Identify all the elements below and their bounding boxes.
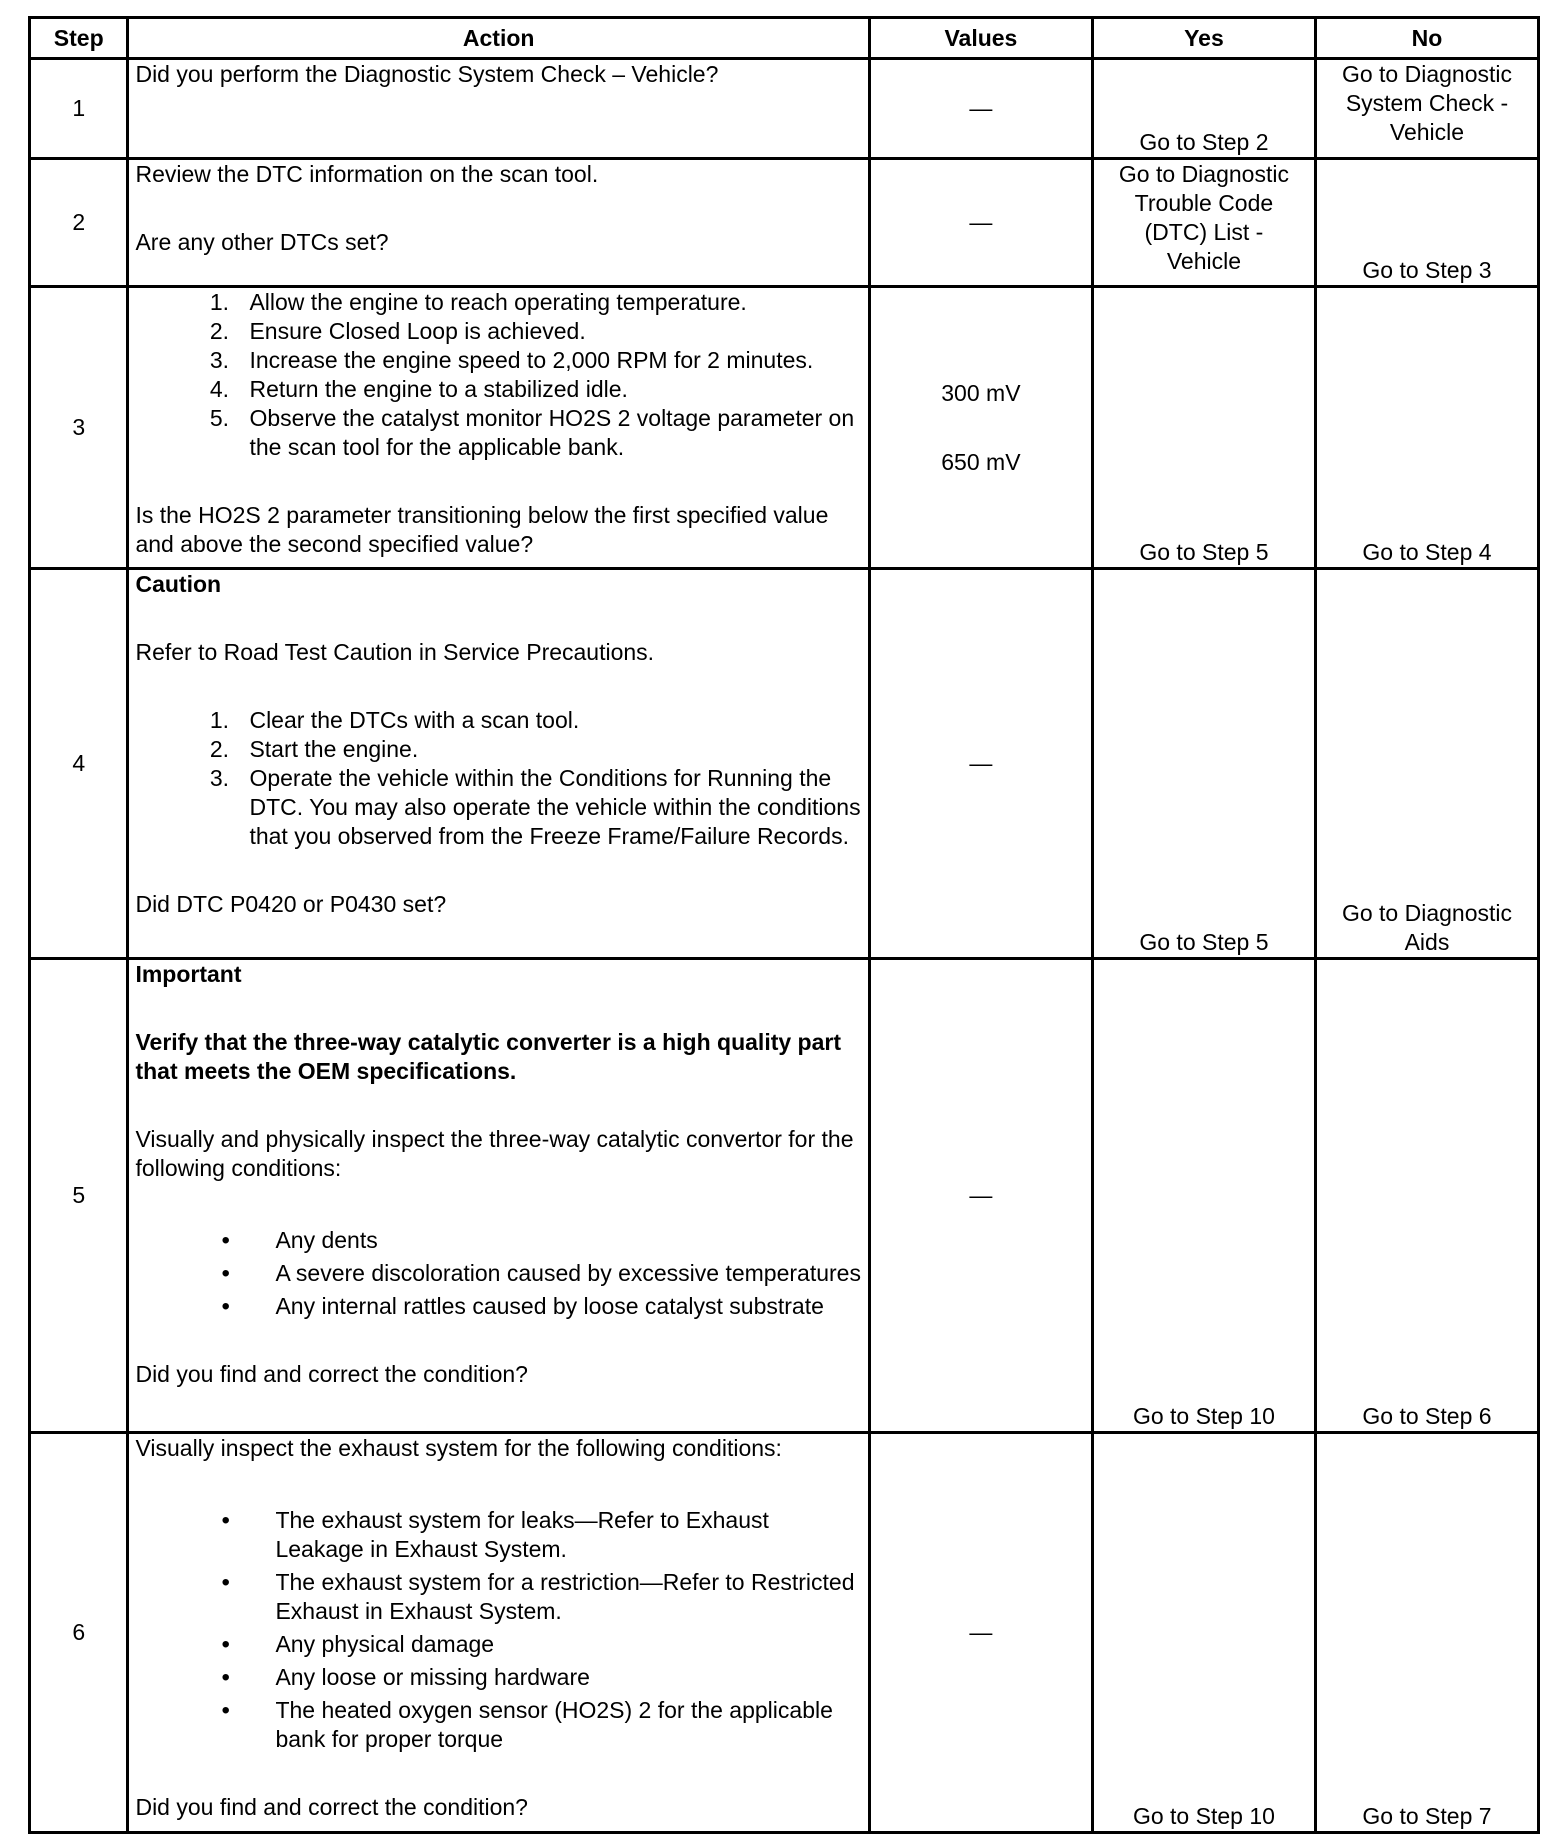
values-cell: — (869, 569, 1092, 959)
action-question: Did you perform the Diagnostic System Check – Vehicle? (135, 61, 719, 87)
list-item: • A severe discoloration caused by excessive temperatures (235, 1259, 861, 1288)
yes-cell: Go to Step 5 (1092, 569, 1315, 959)
action-cell (128, 287, 869, 569)
caution-heading: Caution (135, 571, 222, 597)
action-cell (128, 569, 869, 959)
value-first: 300 mV (941, 379, 1021, 406)
step-number: 3 (30, 287, 128, 569)
step-number: 6 (30, 1433, 128, 1833)
list-item: • Any physical damage (235, 1630, 861, 1659)
spacer (135, 1754, 861, 1793)
action-question: Is the HO2S 2 parameter transitioning below the first specified value and above the second specified value? (135, 502, 829, 557)
condition-list (135, 1506, 861, 1754)
value-second: 650 mV (941, 448, 1021, 475)
spacer (135, 1321, 861, 1360)
list-item: • The exhaust system for a restriction—Refer to Restricted Exhaust in Exhaust System. (235, 1568, 861, 1626)
diagnostic-table (28, 16, 1540, 1834)
list-item: 5. Observe the catalyst monitor HO2S 2 voltage parameter on the scan tool for the applicable bank. (235, 404, 861, 462)
action-cell (128, 159, 869, 287)
important-note: Verify that the three-way catalytic converter is a high quality part that meets the OEM specifications. (135, 1029, 842, 1084)
yes-cell: Go to Step 10 (1092, 959, 1315, 1433)
list-item: 3. Increase the engine speed to 2,000 RPM for 2 minutes. (235, 346, 861, 375)
action-cell (128, 1433, 869, 1833)
caution-note: Refer to Road Test Caution in Service Precautions. (135, 639, 655, 665)
step-list (135, 288, 861, 462)
values-cell: — (869, 159, 1092, 287)
action-intro: Visually inspect the exhaust system for the following conditions: (135, 1435, 782, 1461)
spacer (135, 189, 861, 228)
table-row (30, 569, 1539, 959)
header-row (30, 18, 1539, 59)
no-line: Aids (1404, 929, 1450, 955)
no-cell: Go to Step 6 (1315, 959, 1538, 1433)
yes-line: Trouble Code (1134, 190, 1274, 216)
list-item: 4. Return the engine to a stabilized idle. (235, 375, 861, 404)
step-list (135, 706, 861, 851)
list-item: 1. Allow the engine to reach operating temperature. (235, 288, 861, 317)
no-cell: Go to Step 3 (1315, 159, 1538, 287)
action-cell (128, 959, 869, 1433)
step-number: 1 (30, 59, 128, 159)
table-row (30, 959, 1539, 1433)
header-no: No (1315, 18, 1538, 59)
no-cell (1315, 569, 1538, 959)
yes-line: (DTC) List - (1144, 219, 1264, 245)
step-number: 2 (30, 159, 128, 287)
no-line: Go to Diagnostic (1341, 900, 1512, 926)
no-cell: Go to Step 4 (1315, 287, 1538, 569)
list-item: • Any loose or missing hardware (235, 1663, 861, 1692)
yes-line: Vehicle (1166, 248, 1242, 274)
list-item: • Any dents (235, 1226, 861, 1255)
no-line: Vehicle (1389, 119, 1465, 145)
action-question: Did you find and correct the condition? (135, 1794, 528, 1820)
action-cell (128, 59, 869, 159)
list-item: 2. Ensure Closed Loop is achieved. (235, 317, 861, 346)
list-item: 1. Clear the DTCs with a scan tool. (235, 706, 861, 735)
step-number: 5 (30, 959, 128, 1433)
table-row (30, 287, 1539, 569)
values-cell: — (869, 1433, 1092, 1833)
no-cell: Go to Step 7 (1315, 1433, 1538, 1833)
header-step: Step (30, 18, 128, 59)
spacer (135, 1463, 861, 1502)
table-row (30, 159, 1539, 287)
important-heading: Important (135, 961, 242, 987)
no-line: Go to Diagnostic (1341, 61, 1512, 87)
yes-cell (1092, 159, 1315, 287)
no-line: System Check - (1345, 90, 1509, 116)
yes-cell: Go to Step 10 (1092, 1433, 1315, 1833)
action-question: Did you find and correct the condition? (135, 1361, 528, 1387)
spacer (135, 1086, 861, 1125)
step-number: 4 (30, 569, 128, 959)
spacer (135, 1183, 861, 1222)
table-row (30, 1433, 1539, 1833)
list-item: 2. Start the engine. (235, 735, 861, 764)
list-item: • The exhaust system for leaks—Refer to Exhaust Leakage in Exhaust System. (235, 1506, 861, 1564)
list-item: • The heated oxygen sensor (HO2S) 2 for the applicable bank for proper torque (235, 1696, 861, 1754)
table-row (30, 59, 1539, 159)
action-question: Are any other DTCs set? (135, 229, 389, 255)
spacer (135, 989, 861, 1028)
action-intro: Review the DTC information on the scan tool. (135, 161, 599, 187)
condition-list (135, 1226, 861, 1321)
header-values: Values (869, 18, 1092, 59)
yes-cell: Go to Step 2 (1092, 59, 1315, 159)
spacer (135, 851, 861, 890)
spacer (135, 462, 861, 501)
action-question: Did DTC P0420 or P0430 set? (135, 891, 447, 917)
spacer (135, 667, 861, 706)
values-cell (869, 287, 1092, 569)
values-cell: — (869, 959, 1092, 1433)
no-cell (1315, 59, 1538, 159)
action-intro: Visually and physically inspect the three-way catalytic convertor for the following conditions: (135, 1126, 854, 1181)
values-cell: — (869, 59, 1092, 159)
spacer (135, 599, 861, 638)
header-yes: Yes (1092, 18, 1315, 59)
yes-line: Go to Diagnostic (1118, 161, 1289, 187)
list-item: • Any internal rattles caused by loose catalyst substrate (235, 1292, 861, 1321)
header-action: Action (128, 18, 869, 59)
yes-cell: Go to Step 5 (1092, 287, 1315, 569)
list-item: 3. Operate the vehicle within the Conditions for Running the DTC. You may also operate the vehicle within the conditions that you observed from the Freeze Frame/Failure Records. (235, 764, 861, 851)
